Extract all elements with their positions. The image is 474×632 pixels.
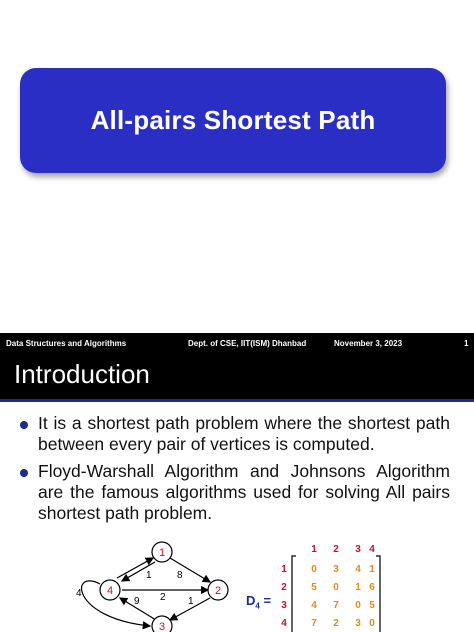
node-4-label: 4 (106, 585, 114, 597)
matrix-row-header: 3 (281, 600, 287, 611)
matrix-cell: 1 (369, 564, 375, 575)
bullet-icon (20, 421, 28, 429)
node-3-label: 3 (158, 621, 166, 632)
graph-diagram (70, 538, 240, 632)
list-item (18, 413, 450, 455)
list-item (18, 461, 450, 524)
matrix-cell: 4 (311, 600, 317, 611)
footer-dept: Dept. of CSE, IIT(ISM) Dhanbad (188, 339, 307, 348)
matrix-cell: 2 (333, 618, 339, 629)
bullet-text: Floyd-Warshall Algorithm and Johnsons Algorithm are the famous algorithms used for solving All pairs shortest path problem. (38, 461, 450, 523)
edge-1-2 (170, 558, 210, 582)
matrix-cell: 1 (355, 582, 361, 593)
matrix-cell: 0 (333, 582, 339, 593)
edge-label: 1 (146, 570, 152, 581)
slide-title: All-pairs Shortest Path (90, 105, 376, 135)
matrix-cell: 6 (369, 582, 375, 593)
bullet-text: It is a shortest path problem where the shortest path between every pair of vertices is computed. (38, 413, 450, 454)
intro-header (0, 353, 474, 399)
matrix-label: $D_4$ = (246, 593, 272, 611)
header-divider (0, 399, 474, 402)
intro-heading: Introduction (14, 359, 150, 389)
matrix-col-header: 3 (355, 544, 361, 555)
footer-page: 1 (464, 339, 469, 348)
matrix-cell: 0 (355, 600, 361, 611)
matrix-row-header: 4 (281, 618, 287, 629)
matrix-row-header: 1 (281, 564, 287, 575)
matrix-cell: 5 (311, 582, 317, 593)
matrix-cell: 3 (355, 618, 361, 629)
footer-course: Data Structures and Algorithms (6, 339, 127, 348)
bullet-icon (20, 469, 28, 477)
distance-matrix (244, 542, 384, 632)
matrix-col-header: 4 (369, 544, 375, 555)
footer-date: November 3, 2023 (334, 339, 403, 348)
matrix-cell: 0 (311, 564, 317, 575)
edge-label: 9 (134, 596, 140, 607)
matrix-cell: 7 (311, 618, 317, 629)
matrix-col-header: 1 (311, 544, 317, 555)
matrix-cell: 5 (369, 600, 375, 611)
matrix-col-header: 2 (333, 544, 339, 555)
edge-label: 8 (177, 570, 183, 581)
matrix-cell: 3 (333, 564, 339, 575)
matrix-cell: 7 (333, 600, 339, 611)
node-1-label: 1 (158, 547, 166, 559)
node-2-label: 2 (214, 585, 222, 597)
edge-label: 4 (76, 588, 82, 599)
matrix-cell: 4 (355, 564, 361, 575)
matrix-cell: 0 (369, 618, 375, 629)
edge-label: 1 (188, 596, 194, 607)
slide-footer (0, 333, 474, 353)
bullet-list (18, 413, 450, 530)
title-box (20, 68, 446, 173)
edge-label: 2 (160, 592, 166, 603)
matrix-row-header: 2 (281, 582, 287, 593)
